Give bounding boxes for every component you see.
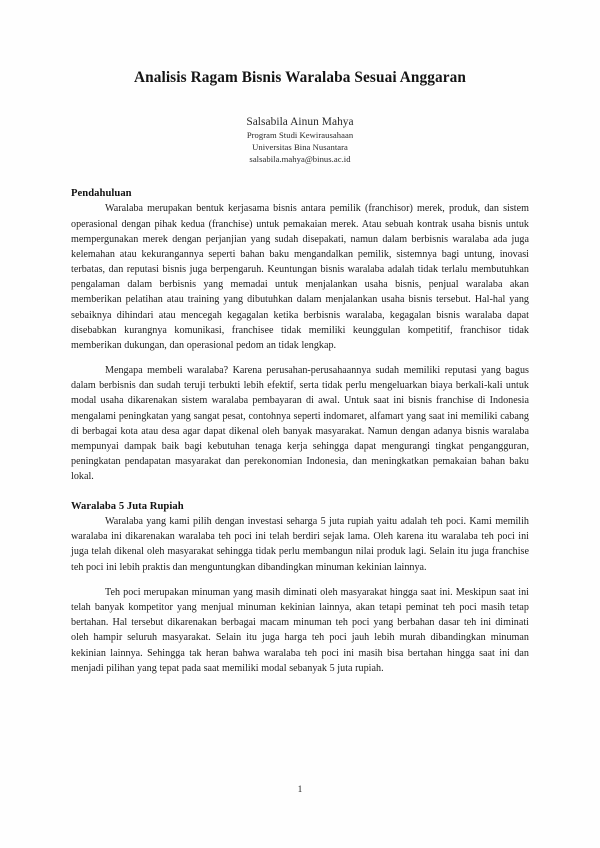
page-number: 1 [297,785,303,795]
author-university: Universitas Bina Nusantara [252,141,348,152]
page-title: Analisis Ragam Bisnis Waralaba Sesuai Anggaran [133,69,466,86]
author-email: salsabila.mahya@binus.ac.id [249,153,351,164]
paragraph: Waralaba yang kami pilih dengan investasi seharga 5 juta rupiah yaitu adalah teh poci. Kami memilih waralaba ini dikarenakan waralaba teh poci ini telah berdiri sejak lama. Oleh karena itu waralaba teh poci ini juga telah dikenal oleh masyarakat sehingga tidak perlu membangun nilai produk lagi. Selain itu juga franchise teh poci ini lebih praktis dan menguntungkan dibandingkan minuman kekinian lainnya. [71,516,529,573]
paragraph: Teh poci merupakan minuman yang masih diminati oleh masyarakat hingga saat ini. Meskipun saat ini telah banyak kompetitor yang menjual minuman kekinian lainnya, akan tetapi peminat teh poci masih tetap bertahan. Hal tersebut dikarenakan berbagai macam minuman teh poci yang berbahan dasar teh ini diminati oleh hampir seluruh masyarakat. Selain itu juga harga teh poci jauh lebih murah dibandingkan minuman kekinian lainnya. Sehingga tak heran bahwa waralaba teh poci ini masih bisa bertahan hingga saat ini dan menjadi pilihan yang tepat pada saat memiliki modal sebanyak 5 juta rupiah. [71,586,529,674]
author-program: Program Studi Kewirausahaan [246,130,354,141]
section-heading-waralaba-5-juta-rupiah: Waralaba 5 Juta Rupiah [71,500,184,512]
author-name: Salsabila Ainun Mahya [246,116,354,129]
paragraph: Waralaba merupakan bentuk kerjasama bisnis antara pemilik (franchisor) merek, produk, dan sistem operasional dengan pihak kedua (franchise) untuk pemakaian merek. Atau sebuah kontrak usaha bisnis untuk mempergunakan merek dengan perjanjian yang sudah disepakati, namun dalam berbisnis waralaba ada juga kelemahan atau kekurangannya seperti bahan baku mengandalkan pemilik, sistemnya bagi untung, inovasi terbatas, dan reputasi bisnis juga berpengaruh. Keuntungan bisnis waralaba adalah tidak terlalu membutuhkan pengalaman dalam berbisnis yang memadai untuk menjalankan usaha bisnis, penjual waralaba akan memberikan pelatihan atau training yang dibutuhkan dalam menjalankan usaha bisnis tersebut. Hal-hal yang sebaiknya dihindari atau mencegah kegagalan ketika berbisnis waralaba, kegagalan bisnis waralaba dapat disebabkan kurangnya komunikasi, franchisee tidak memiliki keunggulan kompetitif, franchisor tidak memberikan dukungan, dan operasional pedom an tidak lengkap. [71,203,529,351]
section-heading-pendahuluan: Pendahuluan [71,188,132,200]
document-content [71,0,529,686]
paragraph: Mengapa membeli waralaba? Karena perusahan-perusahaannya sudah memiliki reputasi yang bagus dalam berbisnis dan sudah teruji terbukti lebih efektif, serta tidak perlu mengeluarkan biaya berkali-kali untuk modal usaha dikarenakan sistem waralaba pembayaran di awal. Untuk saat ini bisnis franchise di Indonesia mengalami peningkatan yang sangat pesat, contohnya seperti indomaret, alfamart yang saat ini memiliki cabang di berbagai kota atau desa agar dapat dikenal oleh banyak masyarakat. Namun dengan adanya bisnis waralaba mempunyai dampak baik bagi kebutuhan tenaga kerja sehingga dapat mengurangi tingkat pengangguran, peningkatan pendapatan masyarakat dan perekonomian Indonesia, dan meningkatkan pemakaian bahan baku lokal. [71,365,529,483]
author-block [71,115,529,165]
